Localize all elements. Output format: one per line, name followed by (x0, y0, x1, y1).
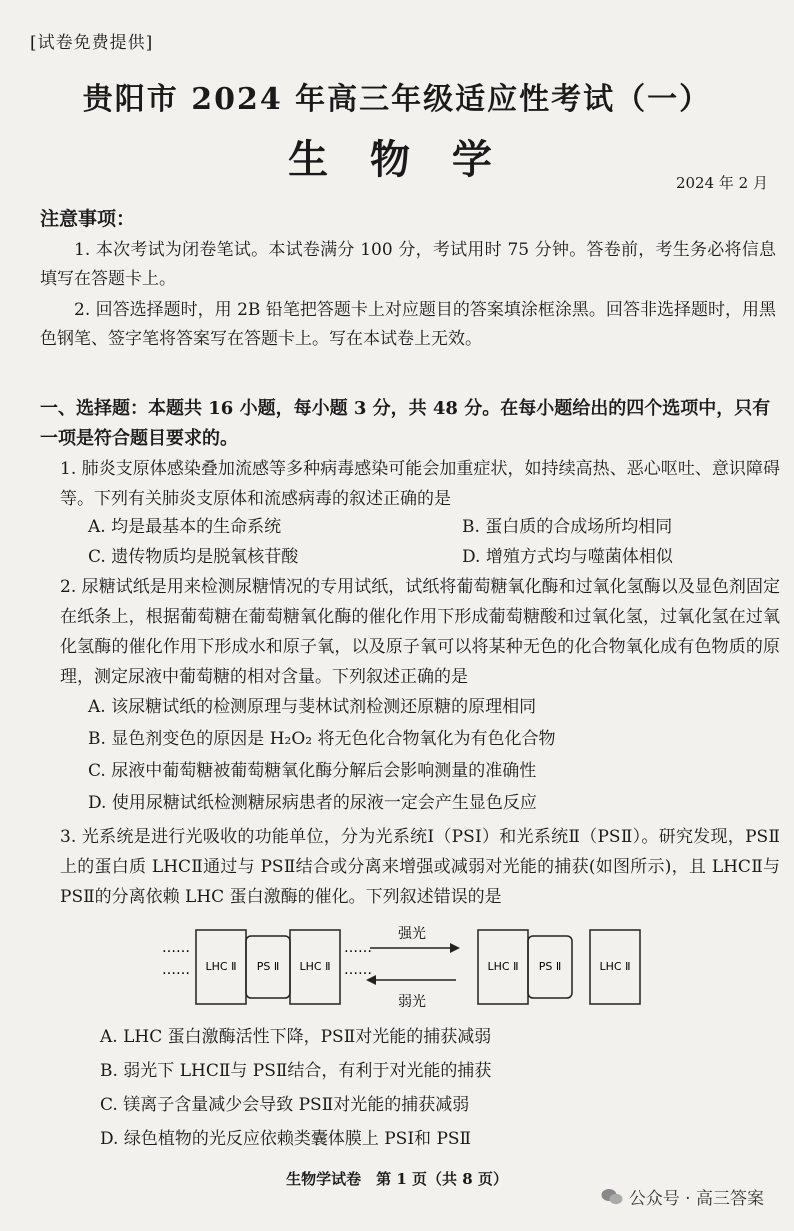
weak-light-label: 弱光 (398, 994, 426, 1010)
q2-option-b: B. 显色剂变色的原因是 H₂O₂ 将无色化合物氧化为有色化合物 (88, 729, 556, 749)
q1-option-d: D. 增殖方式均与噬菌体相似 (462, 547, 673, 567)
light-arrows (366, 925, 460, 1010)
exam-title: 贵阳市 2024 年高三年级适应性考试（一） (82, 82, 712, 117)
arrow-right-head (450, 943, 460, 953)
page-footer: 生物学试卷 第 1 页（共 8 页） (286, 1170, 508, 1188)
lhc-label-2: LHC Ⅱ (299, 960, 331, 973)
q3-option-d: D. 绿色植物的光反应依赖类囊体膜上 PSⅠ和 PSⅡ (100, 1129, 472, 1149)
exam-date: 2024 年 2 月 (675, 174, 768, 192)
ps-label-1: PS Ⅱ (256, 960, 280, 973)
dots-left-2: …… (162, 962, 190, 978)
q1-option-c: C. 遗传物质均是脱氧核苷酸 (88, 547, 299, 567)
ps-label-2: PS Ⅱ (538, 960, 562, 973)
right-complex (478, 930, 640, 1004)
notice-item-1: 1. 本次考试为闭卷笔试。本试卷满分 100 分，考试用时 75 分钟。答卷前，考生务必将信息填写在答题卡上。 (40, 240, 776, 289)
dots-mid-2: …… (344, 962, 372, 978)
question-2-stem: 2. 尿糖试纸是用来检测尿糖情况的专用试纸，试纸将葡萄糖氧化酶和过氧化氢酶以及显色剂固定在纸条上，根据葡萄糖在葡萄糖氧化酶的催化作用下形成葡萄糖酸和过氧化氢，过氧化氢在过氧化氢酶的催化作用下形成水和原子氧，以及原子氧可以将某种无色的化合物氧化成有色物质的原理，测定尿液中葡萄糖的相对含量。下列叙述正确的是 (60, 577, 780, 687)
q1-option-a: A. 均是最基本的生命系统 (88, 517, 282, 537)
section-heading: 一、选择题：本题共 16 小题，每小题 3 分，共 48 分。在每小题给出的四个选项中，只有一项是符合题目要求的。 (40, 398, 771, 449)
question-1-stem: 1. 肺炎支原体感染叠加流感等多种病毒感染可能会加重症状，如持续高热、恶心呕吐、意识障碍等。下列有关肺炎支原体和流感病毒的叙述正确的是 (60, 459, 780, 509)
q1-option-b: B. 蛋白质的合成场所均相同 (462, 517, 673, 537)
notice-item-2: 2. 回答选择题时，用 2B 铅笔把答题卡上对应题目的答案填涂框涂黑。回答非选择题时，用黑色钢笔、签字笔将答案写在答题卡上。写在本试卷上无效。 (40, 300, 776, 349)
dots-mid-1: …… (344, 940, 372, 956)
q2-option-c: C. 尿液中葡萄糖被葡萄糖氧化酶分解后会影响测量的准确性 (88, 761, 537, 781)
free-tag: [试卷免费提供] (30, 33, 154, 53)
lhc-label-3: LHC Ⅱ (487, 960, 519, 973)
wechat-account-text: 公众号 · 高三答案 (628, 1189, 764, 1209)
q2-option-d: D. 使用尿糖试纸检测糖尿病患者的尿液一定会产生显色反应 (88, 793, 537, 813)
q3-option-a: A. LHC 蛋白激酶活性下降，PSⅡ对光能的捕获减弱 (100, 1027, 492, 1047)
wechat-watermark (601, 1184, 764, 1209)
left-complex (162, 930, 372, 1004)
q3-option-b: B. 弱光下 LHCⅡ与 PSⅡ结合，有利于对光能的捕获 (100, 1061, 492, 1081)
notice-title: 注意事项： (40, 208, 136, 230)
wechat-icon (601, 1188, 623, 1206)
q3-option-c: C. 镁离子含量减少会导致 PSⅡ对光能的捕获减弱 (100, 1095, 470, 1115)
strong-light-label: 强光 (398, 926, 426, 942)
question-3-stem: 3. 光系统是进行光吸收的功能单位，分为光系统Ⅰ（PSⅠ）和光系统Ⅱ（PSⅡ）。研究发现，PSⅡ上的蛋白质 LHCⅡ通过与 PSⅡ结合或分离来增强或减弱对光能的捕获(如图所示)，且 LHCⅡ与 PSⅡ的分离依赖 LHC 蛋白激酶的催化。下列叙述错误的是 (60, 827, 780, 907)
dots-left: …… (162, 940, 190, 956)
q2-option-a: A. 该尿糖试纸的检测原理与斐林试剂检测还原糖的原理相同 (88, 697, 537, 717)
subject-title: 生 物 学 (288, 136, 506, 183)
lhc-label-1: LHC Ⅱ (205, 960, 237, 973)
lhc-label-4: LHC Ⅱ (599, 960, 631, 973)
ps-lhc-diagram (160, 922, 660, 1014)
